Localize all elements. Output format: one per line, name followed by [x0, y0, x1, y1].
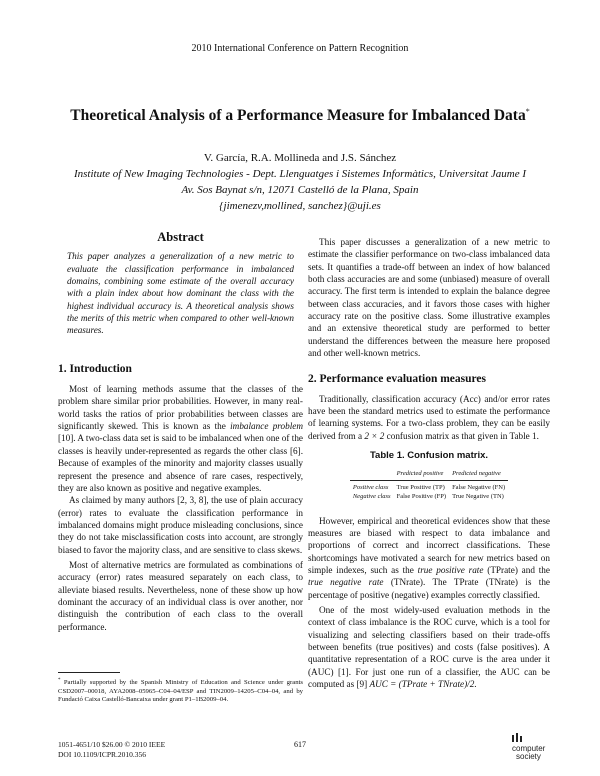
conference-header: 2010 International Conference on Pattern Recognition [191, 43, 409, 54]
logo-bar [512, 735, 514, 742]
section2-paragraph-3 [308, 604, 550, 690]
author-email: {jimenezv,mollined, sanchez}@uji.es [219, 200, 381, 212]
s2p3-text: One of the most widely-used evaluation methods in the context of class imbalance is the ROC curve, which is a tool for visualizing and selecting classifiers based on their trade-offs between benefits (true positives) and costs (false positives). A quantitative representation of a ROC curve is the area under it (AUC) [1]. For just one run of a classifier, the AUC can be computed as [9] [308, 604, 550, 689]
intro-p1-text-a: Most of learning methods assume that the classes of the problem share similar prior probabilities. However, in many real-world tasks the ratios of prior probabilities between classes are significantly skewed. This is known as the [58, 384, 303, 432]
table-header-cell: Predicted negative [449, 469, 508, 481]
logo-bar [520, 736, 522, 742]
auc-formula: AUC = (TPrate + TNrate)/2 [369, 678, 475, 689]
s2p1-text-a: Traditionally, classification accuracy (Acc) and/or error rates have been the standard metrics used to estimate the performance of learning systems. For a two-class problem, they can be easily derived from a [308, 393, 550, 441]
s2p2-text-c: (TNrate). The TPrate (TNrate) is the percentage of positive (negative) examples correctly classified. [308, 577, 550, 600]
table-cell: False Negative (FN) [452, 483, 506, 491]
paper-title-text: Theoretical Analysis of a Performance Measure for Imbalanced Data [70, 107, 526, 125]
s2p2-emphasis-2: true negative rate [308, 577, 384, 588]
s2p2-text-b: (TPrate) and the [483, 564, 550, 575]
s2p2-emphasis-1: true positive rate [417, 564, 484, 575]
right-column [308, 236, 550, 690]
intro-paragraph-2: As claimed by many authors [2, 3, 8], the use of plain accuracy (error) rates to evaluate the classification performance in imbalanced domains might produce misleading conclusions, since they do not take misclassification costs into account, are strongly biased to favor the majority class, and are sensitive to class skews. [58, 495, 303, 555]
author-affiliation: Institute of New Imaging Technologies - Dept. Llenguatges i Sistemes Informàtics, Universitat Jaume I [73, 168, 527, 180]
author-names: V. García, R.A. Mollineda and J.S. Sánchez [203, 152, 397, 164]
table-header-cell [350, 469, 394, 481]
page-number: 617 [294, 740, 306, 749]
confusion-matrix-table-block [308, 450, 550, 500]
table-cell: True Positive (TP) [396, 483, 445, 491]
footnote-mark: * [58, 678, 61, 683]
s2p3-end: . [474, 678, 477, 689]
intro-p1-emphasis: imbalance problem [230, 421, 303, 432]
table-cell: Negative class [352, 492, 391, 500]
section2-paragraph-1 [308, 393, 550, 442]
s2p1-text-b: confusion matrix as that given in Table 1. [384, 430, 539, 441]
footnote-text: Partially supported by the Spanish Ministry of Education and Science under grants CSD2007–00018, AYA2008–05965–C04–04/ESP and TIN2009–14205–C04–04, and by Fundació Caixa Castelló-Bancaixa under grant P1–1B2009–04. [58, 679, 304, 704]
author-block [0, 150, 600, 214]
title-footnote-mark: * [525, 107, 530, 116]
abstract-text: This paper analyzes a generalization of a new metric to evaluate the classification performance in imbalanced domains, combining some estimate of the overall accuracy with a plain index about how dominant the class with the highest individual accuracy is. A theoretical analysis shows the merits of this metric when compared to other well-known measures. [67, 251, 294, 336]
intro-p1-text-b: [10]. A two-class data set is said to be imbalanced when one of the classes is heavily under-represented as regards the other class [6]. Because of examples of the minority and majority classes usually represent the presence and absence of rare cases, respectively, they are also known as positive and negative examples. [58, 433, 303, 493]
right-intro-paragraph: This paper discusses a generalization of a new metric to estimate the classifier performance on two-class imbalanced data sets. It quantifies a trade-off between an index of how balanced both class accuracies are and some (unbiased) measure of overall accuracy. The first term is intended to explain the balance degree between class accuracies, and it favors those cases with higher accuracy rate on the positive class. Some illustrative examples and an extensive theoretical study are performed to better understand the differences between the measure here proposed and other well-known metrics. [308, 237, 550, 359]
author-address: Av. Sos Baynat s/n, 12071 Castelló de la Plana, Spain [181, 184, 419, 196]
left-column [58, 231, 303, 633]
intro-paragraph-3: Most of alternative metrics are formulated as combinations of accuracy (error) rates measured separately on each class, to alleviate biased results. Nevertheless, none of these show up how dominant the accuracy of an individual class is over another, nor distinguish the contribution of each class to the overall performance. [58, 559, 303, 632]
footnote-rule [58, 672, 120, 673]
table1-caption: Table 1. Confusion matrix. [369, 450, 489, 462]
computer-society-logo [500, 732, 550, 768]
table-cell: Positive class [352, 483, 389, 491]
footer-doi: DOI 10.1109/ICPR.2010.356 [58, 749, 147, 759]
table-header-row [350, 469, 508, 481]
abstract-heading: Abstract [157, 230, 204, 244]
table-cell: False Positive (FP) [396, 492, 447, 500]
logo-text-computer: computer [512, 744, 546, 753]
section2-paragraph-2 [308, 515, 550, 601]
s2p2-text-a: However, empirical and theoretical evidences show that these measures are biased with respect to data imbalance and proportions of correct and incorrect classifications. These shortcomings have motivated a search for new metrics based on simple indexes, such as the [308, 515, 550, 575]
confusion-matrix-table [350, 469, 508, 501]
table-row [350, 480, 508, 492]
footer-issn: 1051-4651/10 $26.00 © 2010 IEEE [58, 740, 166, 749]
paper-title [0, 107, 600, 125]
table-row [350, 492, 508, 501]
intro-paragraph-1 [58, 383, 303, 494]
table-cell: True Negative (TN) [452, 492, 504, 500]
logo-bar [516, 733, 518, 742]
section2-heading: 2. Performance evaluation measures [308, 373, 486, 386]
intro-heading: 1. Introduction [58, 362, 132, 375]
table-header-cell: Predicted positive [394, 469, 449, 481]
s2p1-math: 2 × 2 [364, 430, 385, 441]
footnote [58, 677, 303, 705]
logo-text-society: society [516, 752, 541, 761]
